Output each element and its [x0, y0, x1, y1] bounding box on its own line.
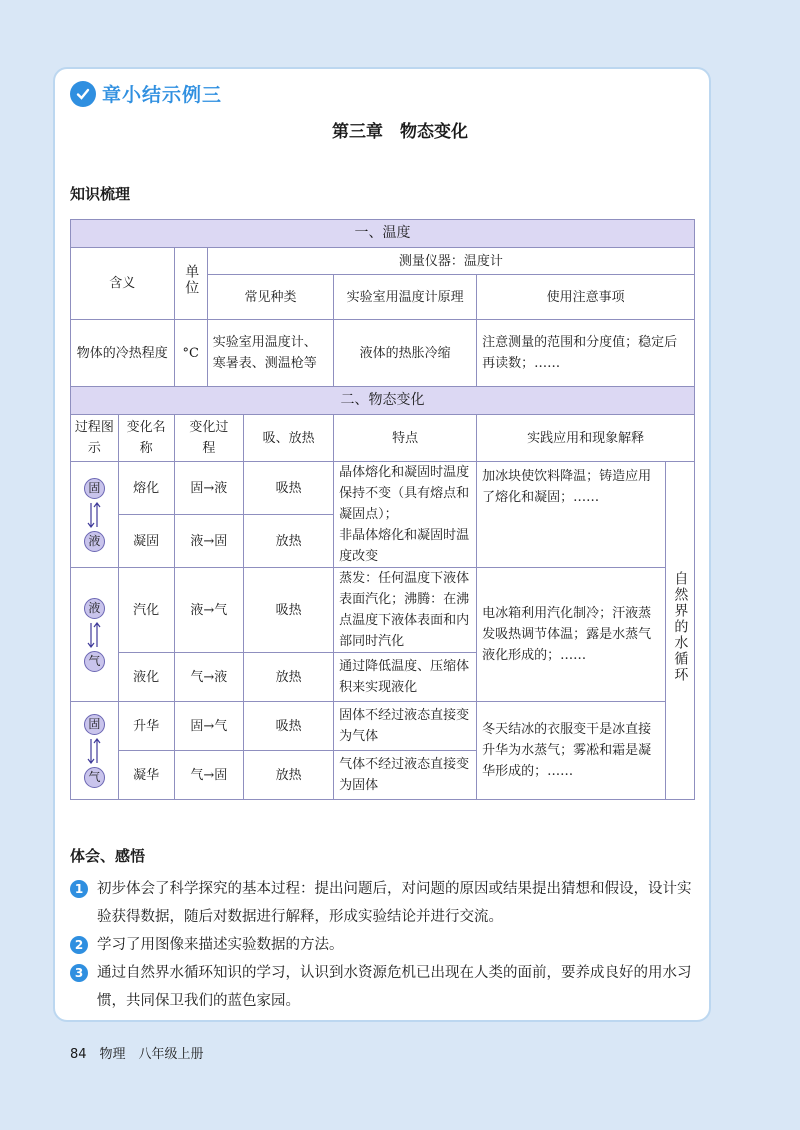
header-change-name: 变化名称 — [118, 415, 174, 462]
change-name: 升华 — [118, 702, 174, 751]
header-common-types: 常见种类 — [207, 275, 333, 320]
badge-label: 章小结示例三 — [102, 84, 223, 106]
state-circle: 液 — [84, 531, 105, 552]
insight-text: 通过自然界水循环知识的学习，认识到水资源危机已出现在人类的面前，要养成良好的用水习惯，共同保卫我们的蓝色家园。 — [97, 965, 692, 1009]
section-heading-knowledge: 知识梳理 — [70, 185, 131, 203]
side-label-water-cycle: 自然界的水循环 — [665, 462, 694, 800]
double-arrow-icon — [87, 621, 101, 649]
change-process: 固→液 — [174, 462, 243, 515]
feature-melting-solidifying: 晶体熔化和凝固时温度保持不变（具有熔点和凝固点）； 非晶体熔化和凝固时温度改变 — [334, 462, 477, 568]
header-instrument: 测量仪器：温度计 — [207, 248, 694, 275]
number-badge: 3 — [70, 964, 88, 982]
application-group-1: 加冰块使饮料降温；铸造应用了熔化和凝固；…… — [477, 462, 666, 568]
feature-vaporization: 蒸发：任何温度下液体表面汽化；沸腾：在沸点温度下液体表面和内部同时汽化 — [334, 568, 477, 653]
change-process: 液→固 — [174, 515, 243, 568]
heat-type: 吸热 — [244, 568, 334, 653]
state-circle: 固 — [84, 478, 105, 499]
cell-lab-principle: 液体的热胀冷缩 — [334, 320, 477, 387]
header-change-process: 变化过程 — [174, 415, 243, 462]
header-unit: 单位 — [174, 248, 207, 320]
section-heading-insights: 体会、感悟 — [70, 847, 146, 865]
double-arrow-icon — [87, 501, 101, 529]
insight-text: 学习了用图像来描述实验数据的方法。 — [97, 937, 344, 953]
cell-common-types: 实验室用温度计、寒暑表、测温枪等 — [207, 320, 333, 387]
application-group-2: 电冰箱利用汽化制冷；汗液蒸发吸热调节体温；露是水蒸气液化形成的；…… — [477, 568, 666, 702]
feature-sublimation: 固体不经过液态直接变为气体 — [334, 702, 477, 751]
insight-text: 初步体会了科学探究的基本过程：提出问题后，对问题的原因或结果提出猜想和假设，设计实验获得数据，随后对数据进行解释，形成实验结论并进行交流。 — [97, 881, 692, 925]
number-badge: 1 — [70, 880, 88, 898]
cell-meaning: 物体的冷热程度 — [71, 320, 175, 387]
state-circle: 液 — [84, 598, 105, 619]
heat-type: 吸热 — [244, 702, 334, 751]
header-lab-principle: 实验室用温度计原理 — [334, 275, 477, 320]
insights-list — [70, 875, 700, 1015]
double-arrow-icon — [87, 737, 101, 765]
feature-deposition: 气体不经过液态直接变为固体 — [334, 751, 477, 800]
state-circle: 气 — [84, 767, 105, 788]
state-circle: 气 — [84, 651, 105, 672]
number-badge: 2 — [70, 936, 88, 954]
list-item — [70, 959, 700, 1015]
list-item — [70, 931, 700, 959]
change-name: 凝华 — [118, 751, 174, 800]
knowledge-table — [70, 219, 695, 800]
change-name: 凝固 — [118, 515, 174, 568]
process-diagram-liquid-gas — [71, 568, 119, 702]
change-process: 液→气 — [174, 568, 243, 653]
state-circle: 固 — [84, 714, 105, 735]
heat-type: 放热 — [244, 515, 334, 568]
change-process: 气→固 — [174, 751, 243, 800]
cell-unit: °C — [174, 320, 207, 387]
list-item — [70, 875, 700, 931]
header-heat: 吸、放热 — [244, 415, 334, 462]
heat-type: 放热 — [244, 653, 334, 702]
check-pencil-icon — [70, 81, 96, 107]
header-applications: 实践应用和现象解释 — [477, 415, 695, 462]
chapter-title: 第三章 物态变化 — [332, 122, 468, 142]
heat-type: 吸热 — [244, 462, 334, 515]
section-badge — [70, 80, 222, 107]
band-state-change: 二、物态变化 — [71, 387, 695, 415]
page-footer: 84 物理 八年级上册 — [70, 1047, 204, 1062]
application-group-3: 冬天结冰的衣服变干是冰直接升华为水蒸气；雾凇和霜是凝华形成的；…… — [477, 702, 666, 800]
cell-cautions: 注意测量的范围和分度值；稳定后再读数；…… — [477, 320, 695, 387]
heat-type: 放热 — [244, 751, 334, 800]
change-name: 汽化 — [118, 568, 174, 653]
change-process: 固→气 — [174, 702, 243, 751]
process-diagram-solid-liquid — [71, 462, 119, 568]
band-temperature: 一、温度 — [71, 220, 695, 248]
header-meaning: 含义 — [71, 248, 175, 320]
change-process: 气→液 — [174, 653, 243, 702]
header-features: 特点 — [334, 415, 477, 462]
change-name: 熔化 — [118, 462, 174, 515]
change-name: 液化 — [118, 653, 174, 702]
process-diagram-solid-gas — [71, 702, 119, 800]
feature-liquefaction: 通过降低温度、压缩体积来实现液化 — [334, 653, 477, 702]
header-cautions: 使用注意事项 — [477, 275, 695, 320]
header-diagram: 过程图示 — [71, 415, 119, 462]
